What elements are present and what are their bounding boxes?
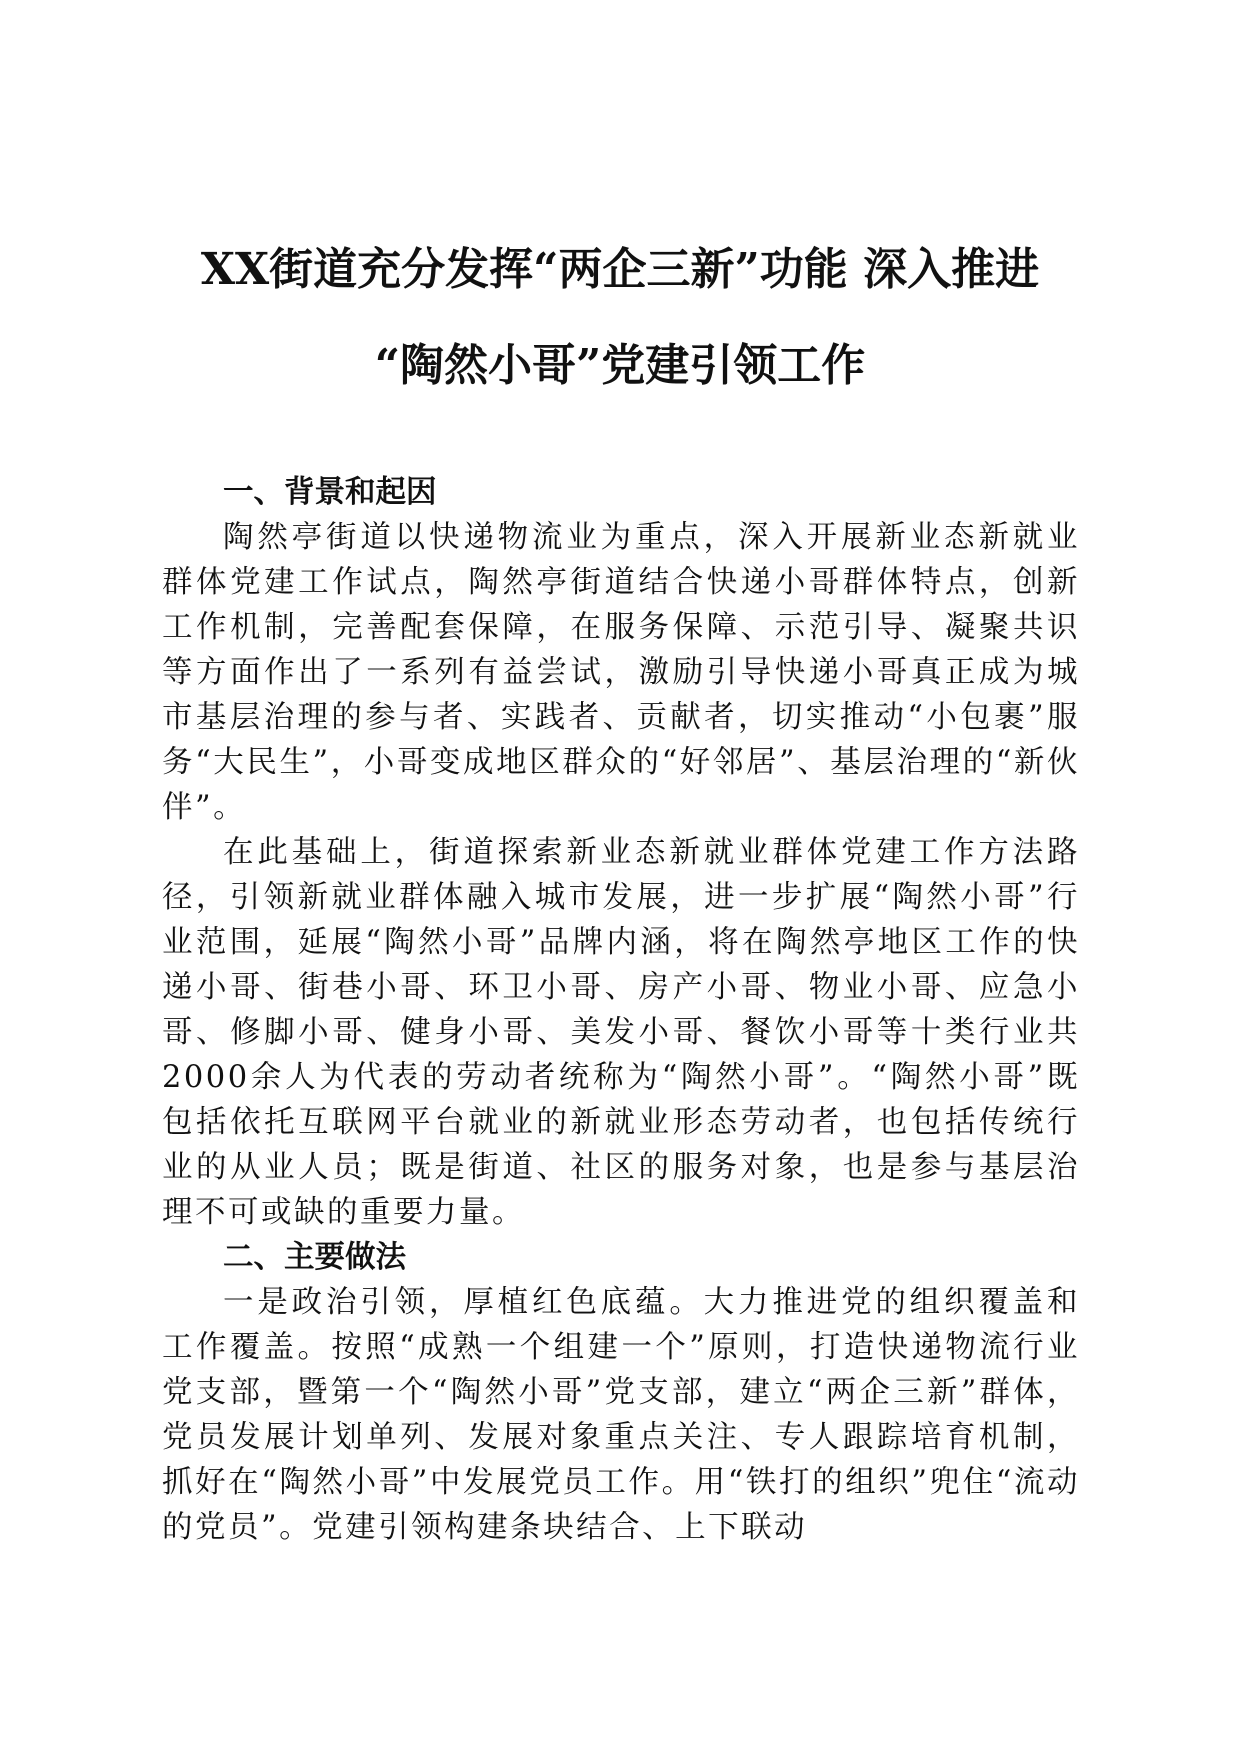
paragraph: 一是政治引领，厚植红色底蕴。大力推进党的组织覆盖和工作覆盖。按照“成熟一个组建一个”原则，打造快递物流行业党支部，暨第一个“陶然小哥”党支部，建立“两企三新”群体，党员发展计划单列、发展对象重点关注、专人跟踪培育机制，抓好在“陶然小哥”中发展党员工作。用“铁打的组织”兜住“流动的党员”。党建引领构建条块结合、上下联动 [162,1285,1080,1545]
section-heading-background: 一、背景和起因 [223,475,437,510]
document-body [162,470,1080,1550]
section-heading-main-practices: 二、主要做法 [223,1240,406,1275]
paragraph: 陶然亭街道以快递物流业为重点，深入开展新业态新就业群体党建工作试点，陶然亭街道结合快递小哥群体特点，创新工作机制，完善配套保障，在服务保障、示范引导、凝聚共识等方面作出了一系列有益尝试，激励引导快递小哥真正成为城市基层治理的参与者、实践者、贡献者，切实推动“小包裹”服务“大民生”，小哥变成地区群众的“好邻居”、基层治理的“新伙伴”。 [162,520,1080,825]
document-title [150,222,1090,414]
title-line-2: “陶然小哥”党建引领工作 [374,340,866,391]
title-line-1: XX街道充分发挥“两企三新”功能 深入推进 [200,244,1040,295]
paragraph: 在此基础上，街道探索新业态新就业群体党建工作方法路径，引领新就业群体融入城市发展，进一步扩展“陶然小哥”行业范围，延展“陶然小哥”品牌内涵，将在陶然亭地区工作的快递小哥、街巷小哥、环卫小哥、房产小哥、物业小哥、应急小哥、修脚小哥、健身小哥、美发小哥、餐饮小哥等十类行业共2000余人为代表的劳动者统称为“陶然小哥”。“陶然小哥”既包括依托互联网平台就业的新就业形态劳动者，也包括传统行业的从业人员；既是街道、社区的服务对象，也是参与基层治理不可或缺的重要力量。 [162,835,1080,1230]
